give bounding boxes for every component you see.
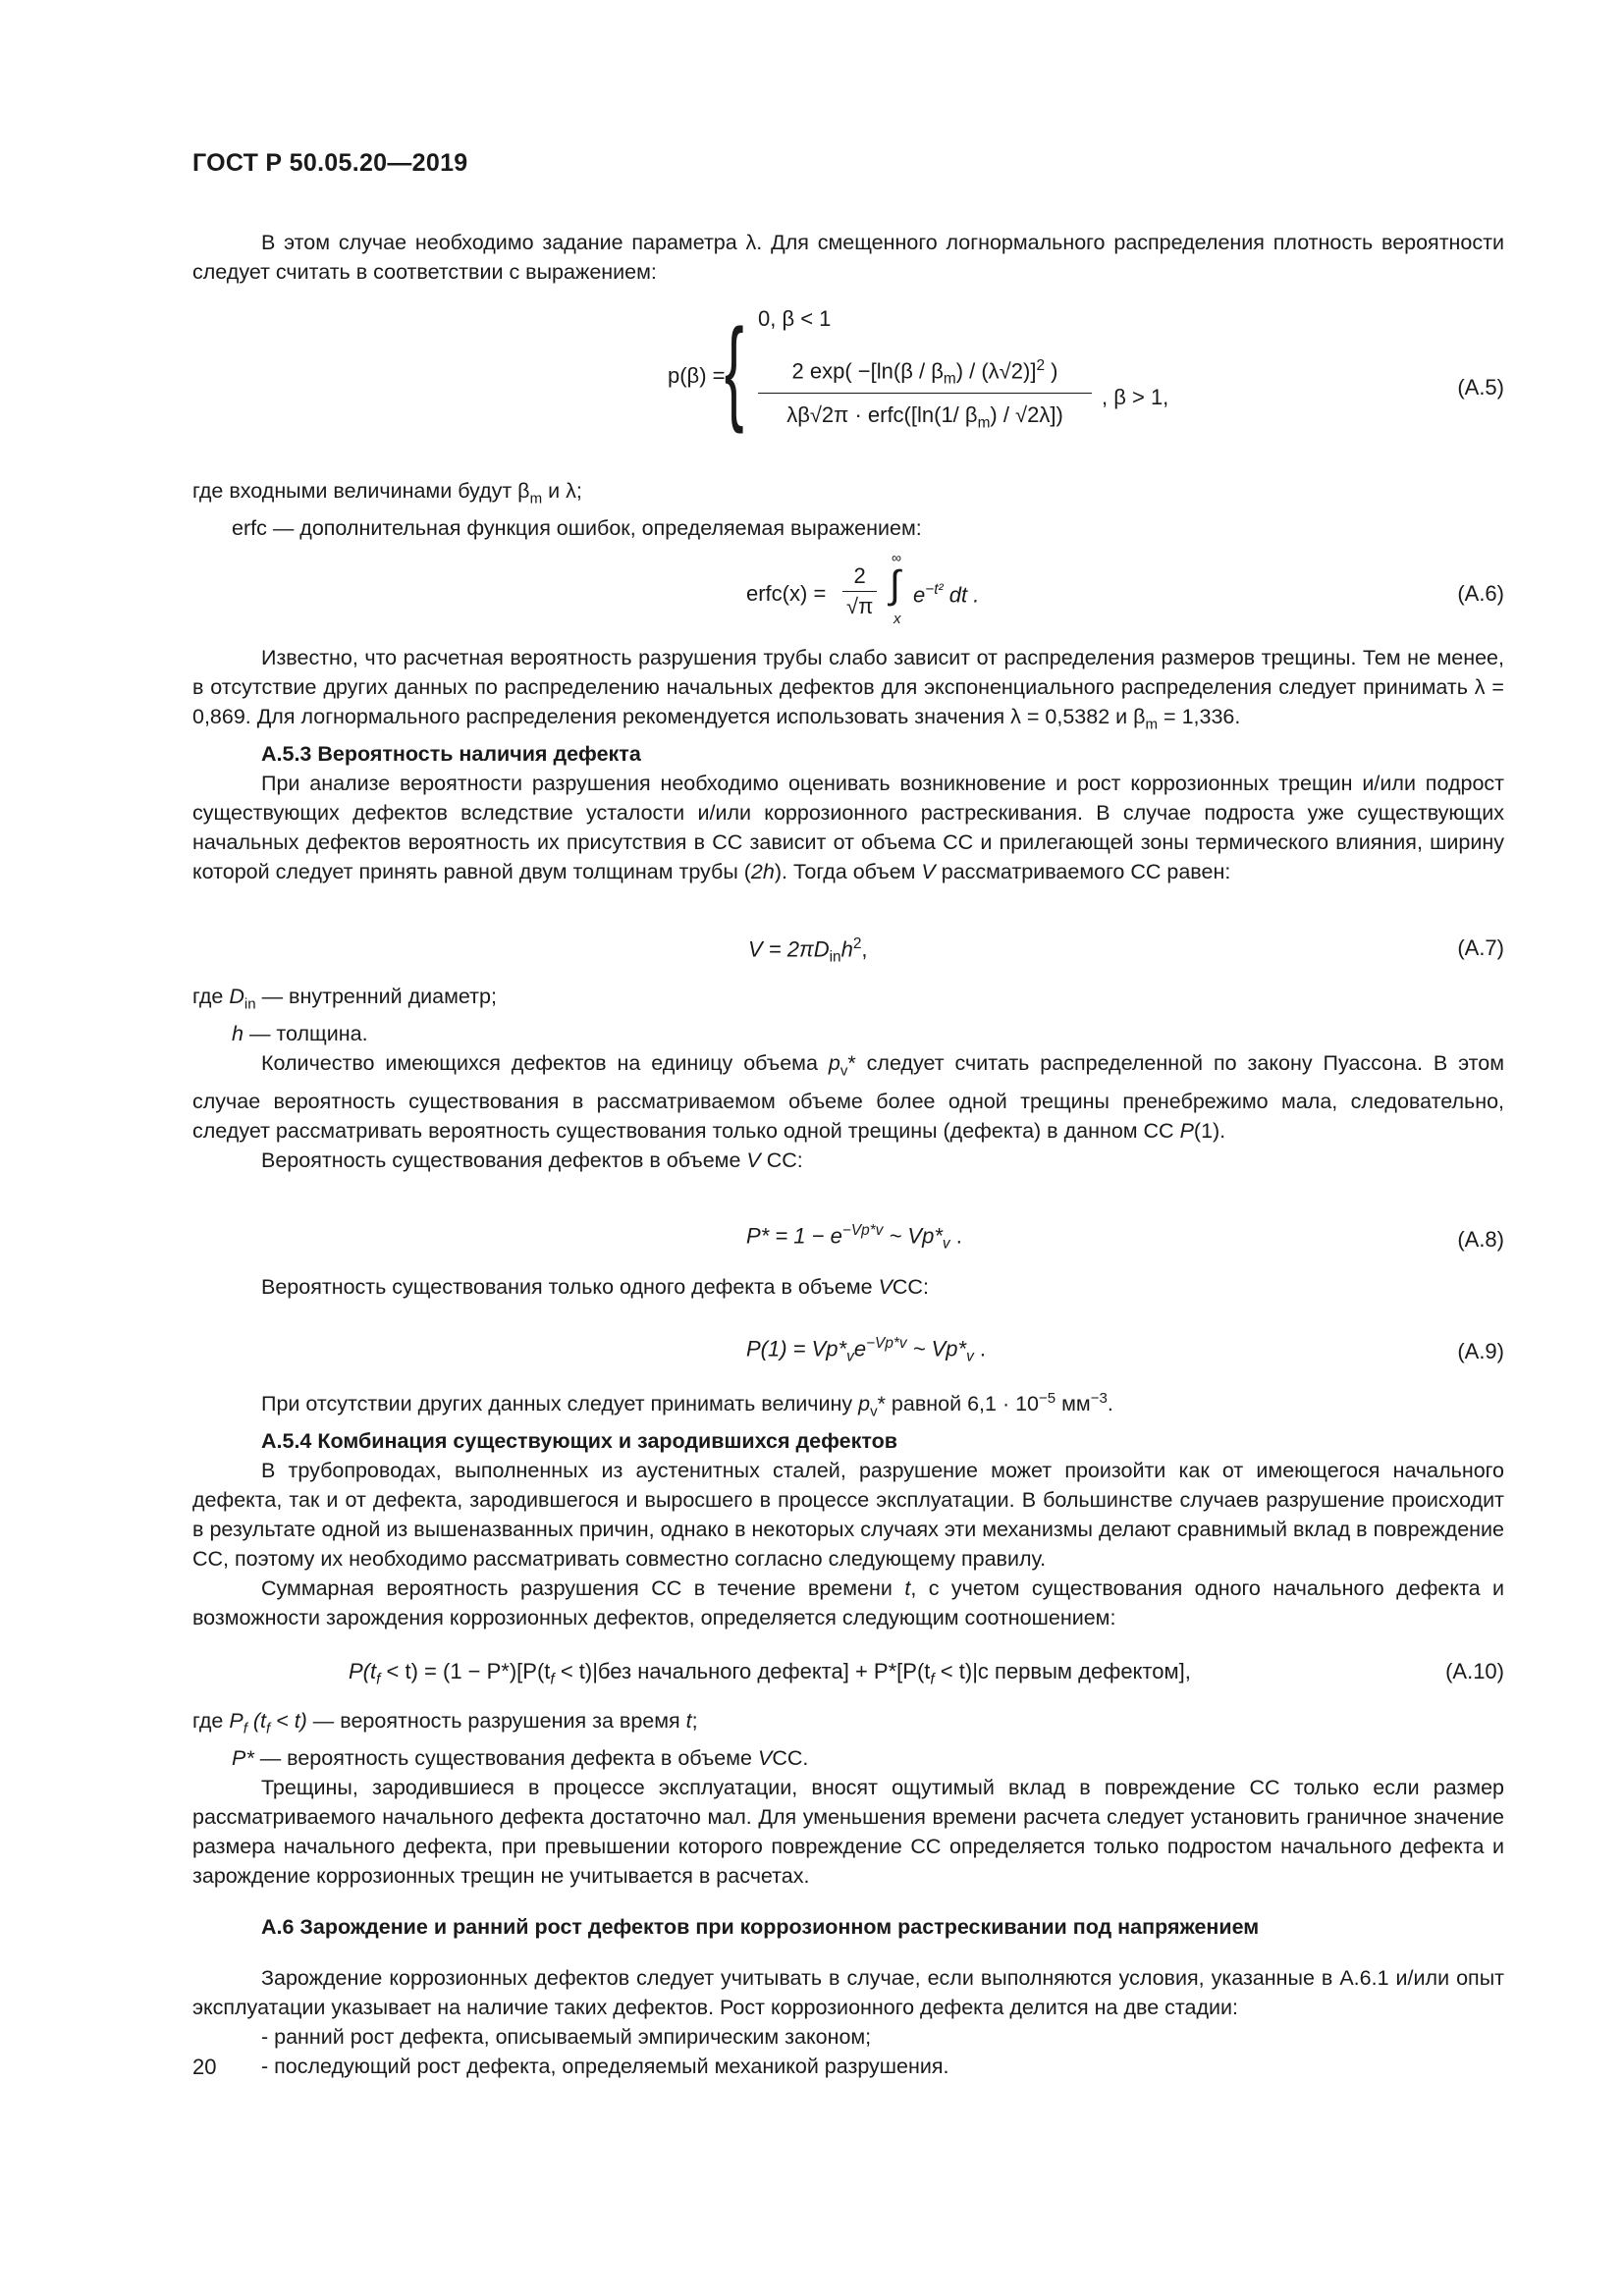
list-item: - последующий рост дефекта, определяемый механикой разрушения.	[261, 2055, 949, 2078]
equation-brace: {	[724, 305, 744, 435]
paragraph-defect-presence: При анализе вероятности разрушения необходимо оценивать возникновение и рост коррозионных трещин и/или подрост существующих дефектов вследствие усталости и/или коррозионного растрескивания. В случае подроста уже существующих начальных дефектов вероятность их присутствия в СС зависит от объема СС и прилегающей зоны термического влияния, ширину которой следует принять равной двум толщинам трубы (2h). Тогда объем V рассматриваемого СС равен:	[192, 772, 1504, 884]
equation-lhs: erfc(x) =	[746, 581, 827, 606]
paragraph-block-5	[192, 1963, 1504, 2081]
paragraph-austenitic: В трубопроводах, выполненных из аустенитных сталей, разрушение может произойти как от имеющегося начального дефекта, так и от дефекта, зародившегося и выросшего в процессе эксплуатации. В большинстве случаев разрушение происходит в результате одной из вышеназванных причин, однако в некоторых случаях эти механизмы делают сравнимый вклад в повреждение СС, поэтому их необходимо рассматривать совместно согласно следующему правилу.	[192, 1459, 1504, 1572]
paragraph-total-probability: Суммарная вероятность разрушения СС в течение времени t, с учетом существования одного начального дефекта и возможности зарождения коррозионных дефектов, определяется следующим соотношением:	[192, 1576, 1505, 1630]
equation-denominator: λβ√2π · erfc([ln(1/ $\beta_m) / √2\lambda$])	[786, 402, 1063, 432]
equation-a7: $V = 2\pi D_{in}h^2$,	[748, 935, 868, 966]
paragraph-single-defect: Вероятность существования только одного дефекта в объеме VСС:	[261, 1275, 929, 1299]
paragraph-cracks: Трещины, зародившиеся в процессе эксплуатации, вносят ощутимый вклад в повреждение СС только если размер рассматриваемого начального дефекта достаточно мал. Для уменьшения времени расчета следует установить граничное значение размера начального дефекта, при превышении которого повреждение СС определяется только подростом начального дефекта и зарождение коррозионных трещин не учитывается в расчетах.	[192, 1776, 1504, 1889]
equation-a10: $P(t_f < t) = (1 - P*)[P(t_f < t)|без$ начального дефекта] + $P*[P(t_f < t)|с$ первым дефектом],	[349, 1659, 1191, 1688]
paragraph-block-4: где $P_f$ $(t_f < t)$ — вероятность разрушения за время t; P* — вероятность существования дефекта в объеме VСС. Трещины, зародившиеся в процессе эксплуатации, вносят ощутимый вклад в повреждение СС только если размер рассматриваемого начального дефекта достаточно мал. Для уменьшения времени расчета следует установить граничное значение размера начального дефекта, при превышении которого повреждение СС определяется только подростом начального дефекта и зарождение коррозионных трещин не учитывается в расчетах.	[192, 1706, 1504, 1891]
paragraph-nucleation: Зарождение коррозионных дефектов следует учитывать в случае, если выполняются условия, указанные в А.6.1 и/или опыт эксплуатации указывает на наличие таких дефектов. Рост коррозионного дефекта делится на две стадии:	[192, 1966, 1504, 2019]
page-number: 20	[192, 2055, 217, 2079]
equation-a8: $P* = 1 - e^{-Vp*v}$ ~ $Vp*_v$ .	[746, 1222, 962, 1253]
equation-number-a8: (А.8)	[1457, 1227, 1504, 1252]
equation-case2-condition: , β > 1,	[1102, 385, 1169, 409]
where-line-erfc: erfc — дополнительная функция ошибок, определяемая выражением:	[232, 516, 922, 541]
equation-a9: $P(1) = Vp*_ve^{-Vp*v}$ ~ $Vp*_v$ .	[746, 1335, 987, 1365]
where-block-2: где $D_{in}$ — внутренний диаметр; h — толщина. Количество имеющихся дефектов на единицу объема $p_v*$ следует считать распределенной по закону Пуассона. В этом случае вероятность существования в рассматриваемом объеме более одной трещины пренебрежимо мала, следовательно, следует рассматривать вероятность существования только одной трещины (дефекта) в данном СС P(1). Вероятность существования дефектов в объеме V СС:	[192, 985, 1504, 1172]
paragraph-lambda: Известно, что расчетная вероятность разрушения трубы слабо зависит от распределения размеров трещины. Тем не менее, в отсутствие других данных по распределению начальных дефектов для экспоненциального распределения следует принимать λ = 0,869. Для логнормального распределения рекомендуется использовать значения λ = 0,5382 и $\beta_m = 1,336$. А.5.3 Вероятность наличия дефекта При анализе вероятности разрушения необходимо оценивать возникновение и рост коррозионных трещин и/или подрост существующих дефектов вследствие усталости и/или коррозионного растрескивания. В случае подроста уже существующих начальных дефектов вероятность их присутствия в СС зависит от объема СС и прилегающей зоны термического влияния, ширину которой следует принять равной двум толщинам трубы (2h). Тогда объем V рассматриваемого СС равен:	[192, 643, 1504, 886]
equation-lhs: p(β) =	[668, 363, 726, 388]
integral-sign: ∫	[890, 563, 900, 607]
paragraph-poisson: Количество имеющихся дефектов на единицу объема $p_v*$ следует считать распределенной по закону Пуассона. В этом случае вероятность существования в рассматриваемом объеме более одной трещины пренебрежимо мала, следовательно, следует рассматривать вероятность существования только одной трещины (дефекта) в данном СС P(1).	[192, 1051, 1504, 1143]
equation-case1: 0, β < 1	[758, 306, 832, 331]
paragraph-block-3: При отсутствии других данных следует принимать величину $p_v*$ равной $6,1 \cdot 10^{-5}$ $мм^{-3}$. А.5.4 Комбинация существующих и зародившихся дефектов В трубопроводах, выполненных из аустенитных сталей, разрушение может произойти как от имеющегося начального дефекта, так и от дефекта, зародившегося и выросшего в процессе эксплуатации. В большинстве случаев разрушение происходит в результате одной из вышеназванных причин, однако в некоторых случаях эти механизмы делают сравнимый вклад в повреждение СС, поэтому их необходимо рассматривать совместно согласно следующему правилу. Суммарная вероятность разрушения СС в течение времени t, с учетом существования одного начального дефекта и возможности зарождения коррозионных дефектов, определяется следующим соотношением:	[192, 1384, 1504, 1632]
list-item: - ранний рост дефекта, описываемый эмпирическим законом;	[261, 2025, 872, 2049]
section-heading-a54: А.5.4 Комбинация существующих и зародившихся дефектов	[261, 1429, 897, 1454]
integrand: $e^{-t^2}$ dt .	[913, 581, 980, 608]
section-heading-a6: А.6 Зарождение и ранний рост дефектов при коррозионном растрескивании под напряжением	[261, 1915, 1260, 1939]
equation-number-a6: (А.6)	[1457, 581, 1504, 606]
equation-numerator: 2 $\exp( -[\ln(\beta / \beta_m) / (\lambda√2)]^2$ )	[758, 357, 1092, 394]
paragraph-text: В этом случае необходимо задание параметра λ. Для смещенного логнормального распределения плотность вероятности следует считать в соответствии с выражением:	[192, 231, 1504, 284]
document-header: ГОСТ Р 50.05.20—2019	[192, 149, 468, 177]
integral-upper: ∞	[892, 550, 901, 565]
integral-lower: x	[893, 611, 901, 627]
equation-a5	[668, 294, 1276, 466]
where-block-1	[192, 476, 1504, 543]
where-line: где входными величинами будут $\beta_m$ и λ;	[192, 479, 582, 507]
equation-fraction: $\frac{2}{√\pi}$	[842, 563, 877, 619]
equation-number-a7: (А.7)	[1457, 935, 1504, 960]
section-heading-a53: А.5.3 Вероятность наличия дефекта	[261, 742, 641, 767]
section-a6	[192, 1912, 1504, 1942]
equation-number-a5: (А.5)	[1457, 375, 1504, 400]
paragraph-intro	[192, 228, 1504, 287]
equation-number-a10: (А.10)	[1445, 1659, 1504, 1683]
equation-a6	[746, 550, 1060, 638]
equation-number-a9: (А.9)	[1457, 1339, 1504, 1363]
